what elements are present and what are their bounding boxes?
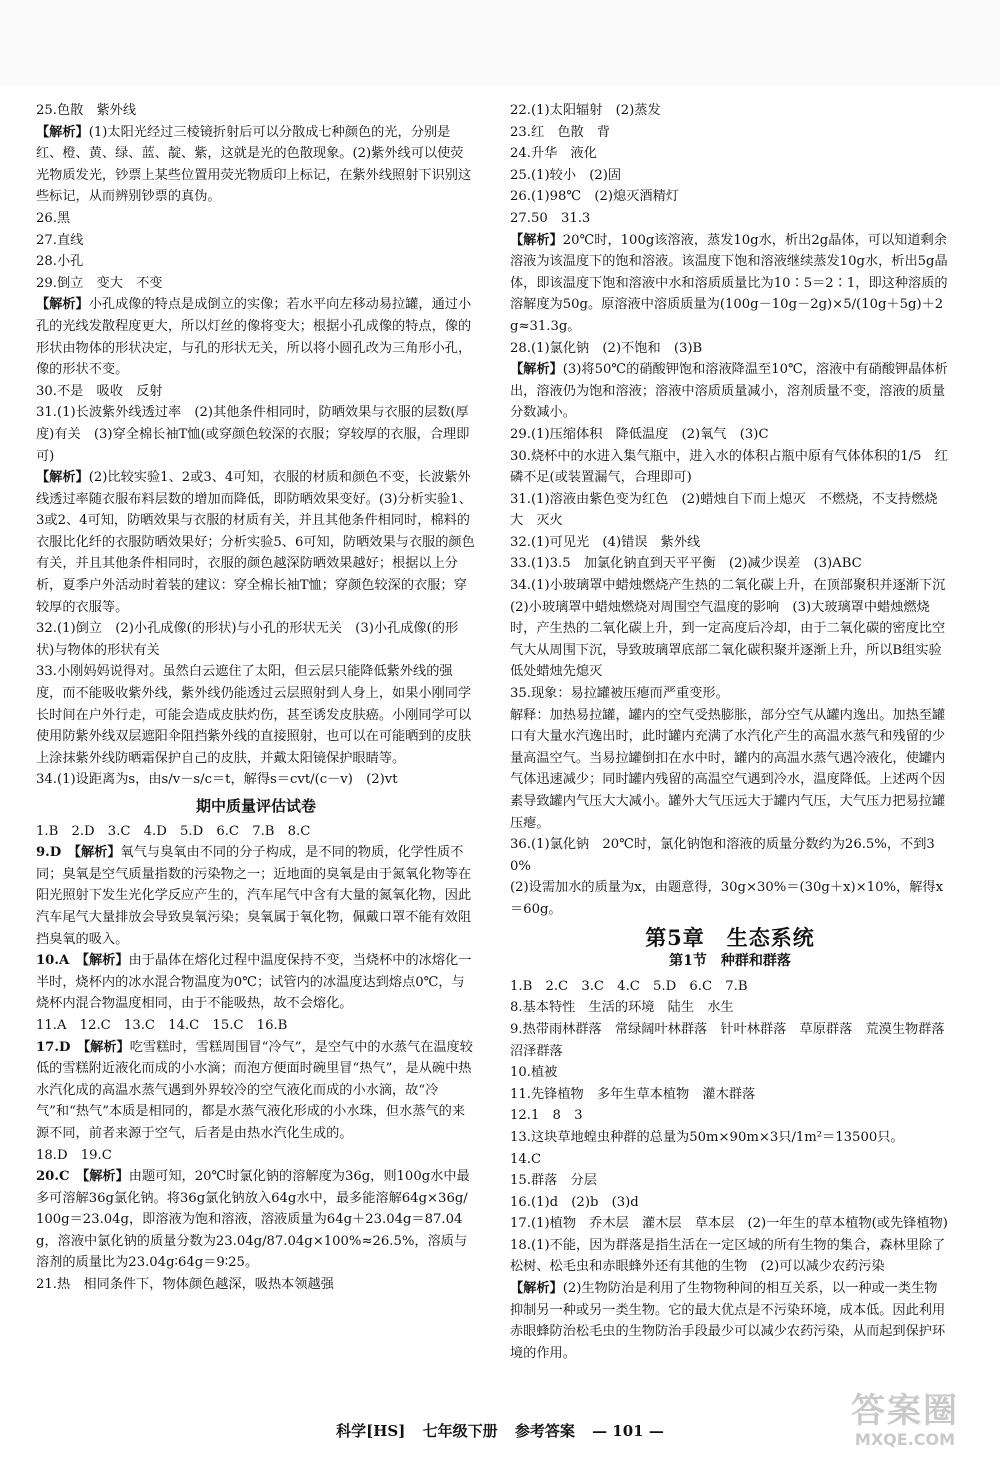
right-column: [510, 100, 959, 1364]
watermark-url: MXQE.COM: [854, 1430, 956, 1449]
analysis-tag: 9.D 【解析】: [36, 845, 121, 861]
answer-item: 32.(1)可见光 (4)错误 紫外线: [510, 534, 701, 550]
answer-item: 30.烧杯中的水进入集气瓶中，进入水的体积占瓶中原有气体体积的1/5 红磷不足(或装置漏气，合理即可): [510, 448, 948, 486]
watermark-logo: [820, 1392, 990, 1456]
answer-item: 8.基本特性 生活的环境 陆生 水生: [510, 1000, 734, 1016]
analysis-tag: 【解析】: [510, 1281, 563, 1297]
answer-analysis: [510, 230, 950, 338]
answer-item: 31.(1)长波紫外线透过率 (2)其他条件相同时，防晒效果与衣服的层数(厚度)有关 (3)穿全棉长袖T恤(或穿颜色较深的衣服；穿较厚的衣服，合理即可): [36, 405, 470, 464]
answer-item: 13.这块草地蝗虫种群的总量为50m×90m×3只/1m²＝13500只。: [510, 1129, 904, 1145]
analysis-text: (3)将50℃的硝酸钾饱和溶液降温至10℃，溶液中有硝酸钾晶体析出，溶液仍为饱和溶液；溶液中溶质质量减小，溶剂质量不变，溶液的质量分数减小。: [510, 362, 948, 421]
analysis-text: 20℃时，100g该溶液，蒸发10g水，析出2g晶体，可以知道剩余溶液为该温度下的饱和溶液。该温度下饱和溶液继续蒸发10g水，析出5g晶体，即该温度下饱和溶液中水和溶质质量比为10∶5＝2∶1，即这种溶质的溶解度为50g。原溶液中溶质质量为(100g－10g－2g)×5/(10g＋5g)＋2g≈31.3g。: [510, 232, 948, 334]
answer-item: 31.(1)溶液由紫色变为红色 (2)蜡烛自下而上熄灭 不燃烧，不支持燃烧 大 灭火: [510, 491, 951, 529]
answer-item: 14.C: [510, 1151, 542, 1167]
answer-analysis: [36, 294, 476, 380]
answer-item: 34.(1)设距离为s，由s/v－s/c＝t，解得s＝cvt/(c－v) (2)vt: [36, 772, 398, 788]
footer-grade: 七年级下册: [422, 1422, 498, 1440]
answer-item: 16.(1)d (2)b (3)d: [510, 1194, 639, 1210]
answer-item: 15.群落 分层: [510, 1173, 597, 1189]
answer-item: 9.热带雨林群落 常绿阔叶林群落 针叶林群落 草原群落 荒漠生物群落 沼泽群落: [510, 1021, 958, 1059]
footer-subject: 科学[HS]: [336, 1422, 406, 1440]
answer-item: 11.A 12.C 13.C 14.C 15.C 16.B: [36, 1017, 288, 1033]
answer-item: 36.(1)氯化钠 20℃时，氯化钠饱和溶液的质量分数约为26.5%，不到30%: [510, 837, 935, 874]
answer-item: 10.植被: [510, 1065, 558, 1081]
footer-answers: 参考答案: [514, 1422, 575, 1440]
answer-analysis: [510, 359, 950, 424]
answer-analysis: [36, 122, 476, 208]
subsection-title: 第1节 种群和群落: [669, 953, 791, 970]
analysis-tag: 17.D 【解析】: [36, 1039, 130, 1055]
answer-item: 32.(1)倒立 (2)小孔成像(的形状)与小孔的形状无关 (3)小孔成像(的形状)与物体的形状有关: [36, 621, 459, 658]
answer-item: 23.红 色散 背: [510, 124, 611, 140]
analysis-tag: 【解析】: [510, 362, 563, 378]
analysis-text: 小孔成像的特点是成倒立的实像；若水平向左移动易拉罐，通过小孔的光线发散程度更大，所以灯丝的像将变大；根据小孔成像的特点，像的形状由物体的形状决定，与孔的形状无关，所以将小圆孔改为三角形小孔，像的形状不变。: [36, 297, 472, 378]
footer-page-number: — 101 —: [592, 1422, 664, 1440]
answer-item: 26.(1)98℃ (2)熄灭酒精灯: [510, 189, 679, 205]
answer-analysis: [36, 1037, 476, 1145]
page-top-margin: [0, 0, 1000, 86]
answer-item: 33.(1)3.5 加氯化钠直到天平平衡 (2)减少误差 (3)ABC: [510, 556, 862, 572]
chapter-title: 第5章 生态系统: [645, 924, 815, 950]
analysis-text: 吃雪糕时，雪糕周围冒“冷气”，是空气中的水蒸气在温度较低的雪糕附近液化而成的小水滴；而泡方便面时碗里冒“热气”，是从碗中热水汽化成的高温水蒸气遇到外界较冷的空气液化而成的小水滴，故“冷气”和“热气”本质是相同的，都是水蒸气液化形成的小水珠，但水蒸气的来源不同，前者来源于空气，后者是由热水汽化生成的。: [36, 1039, 473, 1141]
answer-item: 28.小孔: [36, 254, 84, 270]
analysis-text: (2)比较实验1、2或3、4可知，衣服的材质和颜色不变，长波紫外线透过率随衣服布料层数的增加而降低，即防晒效果变好。(3)分析实验1、3或2、4可知，防晒效果与衣服的材质有关，并且其他条件相同时，棉料的衣服比化纤的衣服防晒效果好；分析实验5、6可知，防晒效果与衣服的颜色有关，并且其他条件相同时，衣服的颜色越深防晒效果越好；根据以上分析，夏季户外活动时着装的建议：穿全棉长袖T恤；穿颜色较深的衣服；穿较厚的衣服等。: [36, 470, 475, 615]
answer-item: 28.(1)氯化钠 (2)不饱和 (3)B: [510, 340, 703, 356]
answer-item: 34.(1)小玻璃罩中蜡烛燃烧产生热的二氧化碳上升，在顶部聚积并逐渐下沉 (2)小玻璃罩中蜡烛燃烧对周围空气温度的影响 (3)大玻璃罩中蜡烛燃烧时，产生热的二氧化碳上升，到一定高度后冷却，由于二氧化碳的密度比空气大从周围下沉，导致玻璃罩底部二氧化碳积聚并逐渐上升，所以B组实验低处蜡烛先熄灭: [510, 578, 959, 680]
analysis-tag: 20.C 【解析】: [36, 1169, 129, 1185]
answer-item: 解释：加热易拉罐，罐内的空气受热膨胀，部分空气从罐内逸出。加热至罐口有大量水汽逸出时，此时罐内充满了水汽化产生的高温水蒸气和残留的少量高温空气。当易拉罐倒扣在水中时，罐内的高温水蒸气遇冷液化，使罐内气体迅速减少；同时罐内残留的高温空气遇到冷水，温度降低。上述两个因素导致罐内气压大大减小。罐外大气压远大于罐内气压，大气压力把易拉罐压瘪。: [510, 707, 946, 831]
answer-analysis: [36, 1166, 476, 1274]
answer-item: 18.(1)不能，因为群落是指生活在一定区域的所有生物的集合，森林里除了松树、松毛虫和赤眼蜂外还有其他的生物 (2)可以减少农药污染: [510, 1237, 946, 1275]
answer-item: 21.热 相同条件下，物体颜色越深，吸热本领越强: [36, 1277, 334, 1293]
analysis-text: (2)生物防治是利用了生物物种间的相互关系，以一种或一类生物抑制另一种或另一类生物。它的最大优点是不污染环境，成本低。因此利用赤眼蜂防治松毛虫的生物防治手段最少可以减少农药污染，从而起到保护环境的作用。: [510, 1281, 946, 1361]
analysis-tag: 【解析】: [510, 232, 563, 248]
answer-item: 25.色散 紫外线: [36, 103, 137, 118]
answer-item: 17.(1)植物 乔木层 灌木层 草本层 (2)一年生的草本植物(或先锋植物): [510, 1216, 948, 1232]
analysis-text: (1)太阳光经过三棱镜折射后可以分散成七种颜色的光，分别是红、橙、黄、绿、蓝、靛、紫，这就是光的色散现象。(2)紫外线可以使荧光物质发光，钞票上某些位置用荧光物质印上标记，在紫外线照射下识别这些标记，从而辨别钞票的真伪。: [36, 124, 472, 205]
answer-analysis: [36, 950, 476, 1015]
answer-item: 11.先锋植物 多年生草本植物 灌木群落: [510, 1086, 756, 1102]
answer-item: 29.倒立 变大 不变: [36, 275, 163, 291]
analysis-text: 氧气与臭氧由不同的分子构成，是不同的物质，化学性质不同；臭氧是空气质量指数的污染物之一；近地面的臭氧是由于氮氧化物等在阳光照射下发生光化学反应产生的，汽车尾气中含有大量的氮氧化物，因此汽车尾气大量排放会导致臭氧污染；臭氧属于氧化物，佩戴口罩不能有效阻挡臭氧的吸入。: [36, 845, 472, 947]
left-column: [36, 100, 476, 1296]
answer-item: 26.黑: [36, 210, 71, 226]
answer-analysis: [510, 1278, 950, 1364]
answer-item: 29.(1)压缩体积 降低温度 (2)氧气 (3)C: [510, 426, 769, 442]
answer-item: 33.小刚妈妈说得对。虽然白云遮住了太阳，但云层只能降低紫外线的强度，而不能吸收紫外线，紫外线仍能透过云层照射到人身上，如果小刚同学长时间在户外行走，可能会造成皮肤灼伤，甚至诱发皮肤癌。小刚同学可以使用防紫外线双层遮阳伞阻挡紫外线的直接照射，也可以在可能晒到的皮肤上涂抹紫外线防晒霜保护自己的皮肤，并戴太阳镜保护眼睛等。: [36, 664, 472, 766]
answer-analysis: [36, 842, 476, 950]
answer-item: 30.不是 吸收 反射: [36, 383, 163, 399]
answer-analysis: [36, 467, 476, 618]
answer-item: 25.(1)较小 (2)固: [510, 167, 622, 183]
answer-item: 35.现象：易拉罐被压瘪而严重变形。: [510, 686, 729, 702]
analysis-text: 由题可知，20℃时氯化钠的溶解度为36g，则100g水中最多可溶解36g氯化钠。将36g氯化钠放入64g水中，最多能溶解64g×36g/100g＝23.04g，即溶液为饱和溶液，溶液质量为64g＋23.04g＝87.04g，溶液中氯化钠的质量分数为23.04g/87.04g×100%≈26.5%，溶质与溶剂的质量比为23.04g∶64g＝9∶25。: [36, 1169, 470, 1271]
answer-item: 27.直线: [36, 232, 84, 248]
answer-item: 22.(1)太阳辐射 (2)蒸发: [510, 103, 661, 118]
analysis-tag: 【解析】: [36, 470, 89, 486]
answer-item: 1.B 2.C 3.C 4.C 5.D 6.C 7.B: [510, 978, 748, 994]
watermark-text: 答案圈: [851, 1391, 959, 1431]
answer-item: 24.升华 液化: [510, 146, 597, 162]
answer-item: 12.1 8 3: [510, 1108, 583, 1124]
analysis-text: 由于晶体在熔化过程中温度保持不变，当烧杯中的冰熔化一半时，烧杯内的冰水混合物温度为0℃；试管内的冰温度达到熔点0℃，与烧杯内混合物温度相同，由于不能吸热，故不会熔化。: [36, 953, 472, 1012]
analysis-tag: 【解析】: [36, 124, 89, 140]
answer-item: 1.B 2.D 3.C 4.D 5.D 6.C 7.B 8.C: [36, 823, 311, 839]
answer-item: (2)设需加水的质量为x，由题意得，30g×30%＝(30g＋x)×10%，解得x＝60g。: [510, 880, 944, 917]
analysis-tag: 【解析】: [36, 297, 89, 313]
answer-item: 27.50 31.3: [510, 210, 591, 226]
answer-item: 18.D 19.C: [36, 1147, 112, 1163]
analysis-tag: 10.A 【解析】: [36, 953, 129, 969]
section-title: 期中质量评估试卷: [195, 797, 316, 815]
